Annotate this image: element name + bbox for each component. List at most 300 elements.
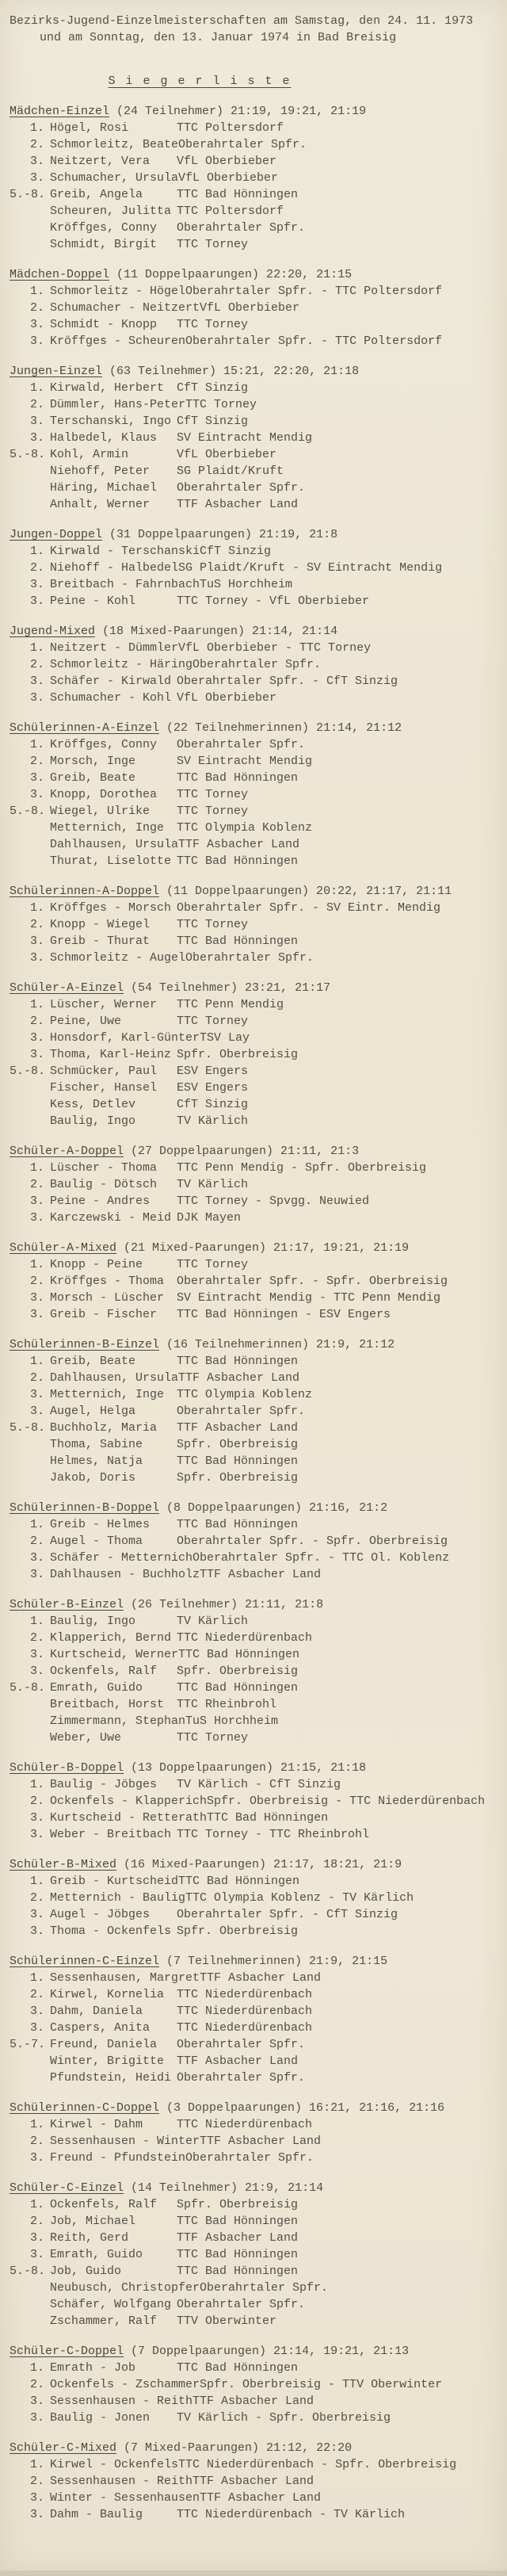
player-name: Baulig - Jonen	[50, 2411, 151, 2425]
result-row	[10, 1046, 499, 1063]
player-name: Neitzert - Dümmler	[50, 641, 179, 655]
result-row	[10, 2313, 499, 2329]
result-row	[10, 560, 499, 576]
result-row	[10, 1923, 499, 1940]
club-name: TTF Asbacher Land	[177, 2054, 299, 2068]
section-header	[10, 1336, 499, 1353]
section-heading: Jungen-Doppel	[10, 528, 103, 541]
rank-label: 3.	[29, 1828, 44, 1841]
rank-label: 5.-8.	[10, 1064, 46, 1078]
player-name: Greib - Kurtscheid	[50, 1875, 179, 1888]
result-row	[10, 1193, 499, 1210]
result-row	[10, 300, 499, 316]
rank-label	[10, 2313, 44, 2329]
player-name: Ockenfels - Zschammer	[50, 2378, 200, 2391]
rank-label: 3.	[29, 788, 44, 801]
rank-label: 3.	[29, 1405, 44, 1418]
section-info: (63 Teilnehmer) 15:21, 22:20, 21:18	[109, 365, 360, 378]
section-info: (8 Doppelpaarungen) 21:16, 21:2	[166, 1501, 388, 1515]
club-name: TTC Bad Hönningen	[177, 934, 299, 948]
section-heading: Schüler-B-Einzel	[10, 1598, 124, 1611]
document-title: S i e g e r l i s t e	[108, 75, 292, 88]
club-name: SV Eintracht Mendig	[177, 755, 313, 768]
rank-label: 5.-8.	[10, 2265, 46, 2278]
rank-label	[10, 1470, 44, 1486]
result-row	[10, 1646, 499, 1663]
rank-label: 3.	[29, 578, 44, 591]
section-info: (22 Teilnehmerinnen) 21:14, 21:12	[166, 721, 402, 735]
rank-label	[10, 853, 44, 869]
result-row	[10, 2116, 499, 2133]
player-name: Kess, Detlev	[50, 1098, 136, 1111]
result-row	[10, 120, 499, 136]
player-name: Kröffges, Conny	[50, 221, 158, 235]
player-name: Anhalt, Werner	[50, 498, 151, 511]
player-name: Kirwald, Herbert	[50, 381, 165, 395]
result-row	[10, 1890, 499, 1906]
result-row	[10, 2003, 499, 2020]
rank-label: 1.	[29, 381, 44, 395]
club-name: TV Kärlich	[177, 1114, 249, 1128]
result-section	[10, 1760, 499, 1843]
player-name: Kirwel - Dahm	[50, 2118, 143, 2131]
player-name: Thoma - Ockenfels	[50, 1924, 172, 1938]
player-name: Baulig, Ingo	[50, 1114, 136, 1128]
rank-label: 3.	[29, 2394, 44, 2408]
section-info: (21 Mixed-Paarungen) 21:17, 19:21, 21:19	[124, 1241, 410, 1255]
club-name: TTC Torney	[185, 398, 257, 411]
result-row	[10, 186, 499, 203]
player-name: Greib, Beate	[50, 771, 136, 785]
rank-label	[10, 820, 44, 836]
club-name: TSV Lay	[200, 1031, 250, 1045]
club-name: Oberahrtaler Spfr.	[177, 2298, 306, 2311]
result-row	[10, 2196, 499, 2213]
section-heading: Jungen-Einzel	[10, 365, 103, 378]
section-header	[10, 2180, 499, 2196]
player-name: Baulig - Dötsch	[50, 1178, 158, 1191]
club-name: TTC Torney - VfL Oberbieber	[177, 594, 370, 608]
player-name: Reith, Gerd	[50, 2231, 129, 2245]
result-row	[10, 836, 499, 853]
result-row	[10, 1113, 499, 1129]
section-header	[10, 1143, 499, 1160]
player-name: Pfundstein, Heidi	[50, 2071, 172, 2085]
player-name: Schäfer - Kirwald	[50, 675, 172, 688]
section-info: (7 Teilnehmerinnen) 21:9, 21:15	[166, 1955, 388, 1968]
result-row	[10, 380, 499, 396]
club-name: TTC Bad Hönningen	[177, 2215, 299, 2228]
rank-label: 1.	[29, 1355, 44, 1368]
club-name: TTC Rheinbrohl	[177, 1698, 277, 1711]
player-name: Augel - Thoma	[50, 1535, 143, 1548]
result-row	[10, 853, 499, 869]
rank-label: 3.	[29, 691, 44, 705]
player-name: Schäfer - Metternich	[50, 1551, 193, 1565]
section-heading: Schülerinnen-C-Doppel	[10, 2101, 160, 2115]
section-heading: Schülerinnen-A-Einzel	[10, 721, 160, 735]
club-name: TuS Horchheim	[185, 1714, 279, 1728]
section-header	[10, 1596, 499, 1613]
player-name: Kröffges - Morsch	[50, 901, 172, 915]
result-row	[10, 2133, 499, 2150]
result-row	[10, 1030, 499, 1046]
section-info: (24 Teilnehmer) 21:19, 19:21, 21:19	[116, 105, 367, 118]
rank-label: 2.	[29, 1988, 44, 2001]
player-name: Scheuren, Julitta	[50, 204, 172, 218]
club-name: Spfr. Oberbreisig	[177, 1924, 299, 1938]
player-name: Dahm - Baulig	[50, 2508, 143, 2521]
result-row	[10, 1210, 499, 1226]
result-row	[10, 430, 499, 446]
player-name: Fischer, Hansel	[50, 1081, 158, 1095]
section-header	[10, 1953, 499, 1970]
club-name: TTC Torney	[177, 918, 249, 931]
club-name: TTC Bad Hönningen	[177, 854, 299, 868]
result-row	[10, 446, 499, 463]
club-name: TTC Bad Hönningen	[177, 1454, 299, 1468]
club-name: CfT Sinzig	[200, 545, 272, 558]
rank-label	[10, 2070, 44, 2086]
result-section	[10, 1336, 499, 1486]
section-info: (16 Mixed-Paarungen) 21:17, 18:21, 21:9	[124, 1858, 402, 1871]
rank-label: 1.	[29, 2198, 44, 2211]
club-name: TV Kärlich - Spfr. Oberbreisig	[177, 2411, 391, 2425]
rank-label: 2.	[29, 1631, 44, 1645]
result-row	[10, 1096, 499, 1113]
rank-label: 2.	[29, 2215, 44, 2228]
player-name: Dahlhausen - Buchholz	[50, 1568, 200, 1581]
section-header	[10, 1240, 499, 1256]
club-name: TTC Torney	[177, 1258, 249, 1271]
player-name: Winter - Sessenhausen	[50, 2491, 200, 2505]
result-section	[10, 980, 499, 1129]
club-name: Oberahrtaler Spfr.	[193, 658, 322, 671]
result-row	[10, 950, 499, 966]
result-row	[10, 1256, 499, 1273]
result-row	[10, 2456, 499, 2473]
club-name: TTC Niederdürenbach - TV Kärlich	[177, 2508, 406, 2521]
result-section	[10, 720, 499, 869]
rank-label: 3.	[29, 171, 44, 185]
rank-label: 1.	[29, 641, 44, 655]
section-heading: Schüler-B-Mixed	[10, 1858, 117, 1871]
club-name: Oberahrtaler Spfr.	[177, 2038, 306, 2051]
club-name: TTC Torney	[177, 1015, 249, 1028]
rank-label: 2.	[29, 1275, 44, 1288]
player-name: Sessenhausen, Margret	[50, 1971, 200, 1985]
rank-label: 3.	[29, 2021, 44, 2035]
section-heading: Schülerinnen-B-Einzel	[10, 1338, 160, 1351]
player-name: Karczewski - Meid	[50, 1211, 172, 1225]
rank-label: 2.	[29, 138, 44, 151]
rank-label: 3.	[29, 594, 44, 608]
rank-label	[10, 203, 44, 220]
section-header	[10, 266, 499, 283]
player-name: Honsdorf, Karl-Günter	[50, 1031, 200, 1045]
player-name: Lüscher, Werner	[50, 998, 158, 1011]
club-name: TTF Asbacher Land	[178, 838, 300, 851]
section-info: (11 Doppelpaarungen) 22:20, 21:15	[116, 268, 353, 281]
club-name: TTC Poltersdorf	[177, 121, 284, 135]
result-row	[10, 463, 499, 480]
player-name: Breitbach - Fahrnbach	[50, 578, 200, 591]
player-name: Niehoff, Peter	[50, 464, 151, 478]
player-name: Winter, Brigitte	[50, 2054, 165, 2068]
result-row	[10, 170, 499, 186]
club-name: VfL Oberbieber	[200, 301, 300, 315]
rank-label: 2.	[29, 398, 44, 411]
result-row	[10, 1420, 499, 1436]
result-row	[10, 316, 499, 333]
section-header	[10, 623, 499, 640]
result-row	[10, 576, 499, 593]
player-name: Baulig - Jöbges	[50, 1778, 158, 1791]
rank-label: 2.	[29, 1891, 44, 1905]
results-sections	[10, 103, 499, 2523]
result-row	[10, 640, 499, 656]
rank-label: 3.	[29, 1308, 44, 1321]
player-name: Buchholz, Maria	[50, 1421, 158, 1435]
rank-label: 3.	[29, 951, 44, 965]
section-header	[10, 526, 499, 543]
rank-label: 1.	[29, 2458, 44, 2471]
player-name: Freund - Pfundstein	[50, 2151, 186, 2165]
player-name: Ockenfels, Ralf	[50, 2198, 158, 2211]
result-section	[10, 363, 499, 513]
section-heading: Schüler-C-Mixed	[10, 2441, 117, 2455]
section-heading: Schülerinnen-B-Doppel	[10, 1501, 160, 1515]
club-name: SG Plaidt/Kruft	[177, 464, 284, 478]
section-header	[10, 883, 499, 900]
club-name: DJK Mayen	[177, 1211, 242, 1225]
club-name: CfT Sinzig	[177, 381, 249, 395]
club-name: Spfr. Oberbreisig - TTC Niederdürenbach	[207, 1794, 486, 1808]
club-name: TTC Niederdürenbach	[177, 2118, 313, 2131]
rank-label: 2.	[29, 1015, 44, 1028]
club-name: ESV Engers	[177, 1081, 249, 1095]
rank-label: 1.	[29, 1778, 44, 1791]
rank-label	[10, 1113, 44, 1129]
rank-label	[10, 1436, 44, 1453]
result-row	[10, 2360, 499, 2376]
result-row	[10, 1160, 499, 1176]
club-name: Oberahrtaler Spfr.	[177, 221, 306, 235]
club-name: Oberahrtaler Spfr.	[185, 951, 314, 965]
section-heading: Mädchen-Einzel	[10, 105, 110, 118]
result-row	[10, 136, 499, 153]
rank-label: 3.	[29, 431, 44, 445]
club-name: Spfr. Oberbreisig	[177, 1664, 299, 1678]
club-name: TTC Bad Hönningen	[177, 2248, 299, 2261]
result-row	[10, 1776, 499, 1793]
rank-label: 1.	[29, 901, 44, 915]
player-name: Weber, Uwe	[50, 1731, 122, 1745]
result-row	[10, 1663, 499, 1680]
rank-label: 2.	[29, 561, 44, 575]
rank-label: 3.	[29, 675, 44, 688]
result-row	[10, 2263, 499, 2280]
player-name: Schmorleitz - Häring	[50, 658, 193, 671]
club-name: Spfr. Oberbreisig	[177, 1048, 299, 1061]
result-section	[10, 1856, 499, 1940]
player-name: Caspers, Anita	[50, 2021, 151, 2035]
player-name: Greib, Beate	[50, 1355, 136, 1368]
rank-label: 2.	[29, 658, 44, 671]
result-section	[10, 623, 499, 706]
club-name: TTC Niederdürenbach	[177, 1988, 313, 2001]
rank-label: 2.	[29, 2135, 44, 2148]
rank-label	[10, 1696, 44, 1713]
club-name: TTC Torney - TTC Rheinbrohl	[177, 1828, 370, 1841]
result-row	[10, 1080, 499, 1096]
result-section	[10, 883, 499, 966]
rank-label: 1.	[29, 1258, 44, 1271]
player-name: Job, Michael	[50, 2215, 136, 2228]
player-name: Terschanski, Ingo	[50, 415, 172, 428]
club-name: Spfr. Oberbreisig - TTV Oberwinter	[200, 2378, 443, 2391]
player-name: Kröffges - Thoma	[50, 1275, 165, 1288]
player-name: Weber - Breitbach	[50, 1828, 172, 1841]
club-name: TTC Torney	[177, 1731, 249, 1745]
player-name: Knopp, Dorothea	[50, 788, 158, 801]
result-row	[10, 916, 499, 933]
player-name: Dümmler, Hans-Peter	[50, 398, 186, 411]
player-name: Peine, Uwe	[50, 1015, 122, 1028]
player-name: Lüscher - Thoma	[50, 1161, 158, 1175]
rank-label: 3.	[29, 155, 44, 168]
rank-label: 5.-8.	[10, 1681, 46, 1695]
rank-label	[10, 1729, 44, 1746]
section-heading: Schüler-A-Doppel	[10, 1145, 124, 1158]
club-name: Oberahrtaler Spfr. - TTC Poltersdorf	[185, 285, 443, 298]
club-name: TTC Bad Hönningen	[177, 2265, 299, 2278]
player-name: Sessenhausen - Reith	[50, 2475, 193, 2488]
player-name: Kröffges - Scheuren	[50, 334, 186, 348]
result-row	[10, 803, 499, 820]
section-heading: Mädchen-Doppel	[10, 268, 110, 281]
rank-label	[10, 1453, 44, 1470]
club-name: TTC Penn Mendig - Spfr. Oberbreisig	[177, 1161, 427, 1175]
rank-label: 1.	[29, 1971, 44, 1985]
club-name: Spfr. Oberbreisig	[177, 2198, 299, 2211]
player-name: Schmücker, Paul	[50, 1064, 158, 1078]
section-info: (26 Teilnehmer) 21:11, 21:8	[131, 1598, 324, 1611]
result-row	[10, 543, 499, 560]
player-name: Halbedel, Klaus	[50, 431, 158, 445]
rank-label	[10, 220, 44, 236]
section-header	[10, 1856, 499, 1873]
rank-label: 5.-8.	[10, 448, 46, 461]
club-name: TTC Bad Hönningen	[177, 771, 299, 785]
rank-label	[10, 236, 44, 253]
section-info: (3 Doppelpaarungen) 16:21, 21:16, 21:16	[166, 2101, 445, 2115]
result-row	[10, 2393, 499, 2410]
rank-label: 3.	[29, 1908, 44, 1921]
rank-label: 3.	[29, 1811, 44, 1825]
result-row	[10, 1793, 499, 1810]
club-name: TTC Olympia Koblenz	[177, 1388, 313, 1401]
result-section	[10, 2343, 499, 2426]
result-section	[10, 526, 499, 610]
result-row	[10, 786, 499, 803]
player-name: Sessenhausen - Reith	[50, 2394, 193, 2408]
player-name: Greib, Angela	[50, 188, 143, 201]
player-name: Schumacher - Neitzert	[50, 301, 200, 315]
section-info: (31 Doppelpaarungen) 21:19, 21:8	[109, 528, 338, 541]
rank-label: 1.	[29, 2361, 44, 2375]
rank-label: 2.	[29, 1794, 44, 1808]
club-name: Oberahrtaler Spfr. - CfT Sinzig	[177, 1908, 398, 1921]
result-row	[10, 1970, 499, 1986]
rank-label: 5.-8.	[10, 188, 46, 201]
player-name: Niehoff - Halbedel	[50, 561, 179, 575]
result-row	[10, 2280, 499, 2296]
player-name: Metternich, Inge	[50, 821, 165, 835]
result-row	[10, 1013, 499, 1030]
club-name: TTF Asbacher Land	[177, 2231, 299, 2245]
rank-label: 3.	[29, 2248, 44, 2261]
result-row	[10, 656, 499, 673]
rank-label: 1.	[29, 1875, 44, 1888]
rank-label: 3.	[29, 415, 44, 428]
rank-label	[10, 2296, 44, 2313]
result-section	[10, 266, 499, 350]
section-header	[10, 1500, 499, 1516]
result-row	[10, 1386, 499, 1403]
result-row	[10, 413, 499, 430]
rank-label	[10, 1713, 44, 1729]
section-info: (18 Mixed-Paarungen) 21:14, 21:14	[102, 625, 338, 638]
club-name: Oberahrtaler Spfr.	[178, 138, 307, 151]
result-row	[10, 1370, 499, 1386]
result-row	[10, 996, 499, 1013]
rank-label: 3.	[29, 1048, 44, 1061]
player-name: Schmorleitz, Beate	[50, 138, 179, 151]
club-name: TTC Poltersdorf	[177, 204, 284, 218]
rank-label: 3.	[29, 2151, 44, 2165]
club-name: TTF Asbacher Land	[177, 1421, 299, 1435]
club-name: TTC Penn Mendig	[177, 998, 284, 1011]
result-row	[10, 220, 499, 236]
section-info: (54 Teilnehmer) 23:21, 21:17	[131, 981, 331, 995]
result-row	[10, 2490, 499, 2506]
player-name: Schumacher - Kohl	[50, 691, 172, 705]
result-row	[10, 1696, 499, 1713]
player-name: Dahlhausen, Ursula	[50, 838, 179, 851]
club-name: TTV Oberwinter	[177, 2314, 277, 2328]
rank-label: 3.	[29, 1211, 44, 1225]
player-name: Morsch, Inge	[50, 755, 136, 768]
club-name: Oberahrtaler Spfr. - SV Eintr. Mendig	[177, 901, 441, 915]
header-line-1: Bezirks-Jugend-Einzelmeisterschaften am Samstag, den 24. 11. 1973	[10, 14, 474, 28]
section-info: (7 Doppelpaarungen) 21:14, 19:21, 21:13	[131, 2345, 410, 2358]
result-row	[10, 1713, 499, 1729]
club-name: TTF Asbacher Land	[200, 2491, 322, 2505]
player-name: Häring, Michael	[50, 481, 158, 495]
club-name: Oberahrtaler Spfr.	[177, 2071, 306, 2085]
section-header	[10, 1760, 499, 1776]
club-name: VfL Oberbieber	[178, 171, 279, 185]
result-row	[10, 2296, 499, 2313]
rank-label: 2.	[29, 1371, 44, 1385]
club-name: TTC Torney	[177, 788, 249, 801]
result-row	[10, 770, 499, 786]
rank-label: 3.	[29, 1194, 44, 1208]
player-name: Greib - Thurat	[50, 934, 151, 948]
rank-label: 3.	[29, 1291, 44, 1305]
club-name: TTC Bad Hönningen	[178, 1875, 300, 1888]
